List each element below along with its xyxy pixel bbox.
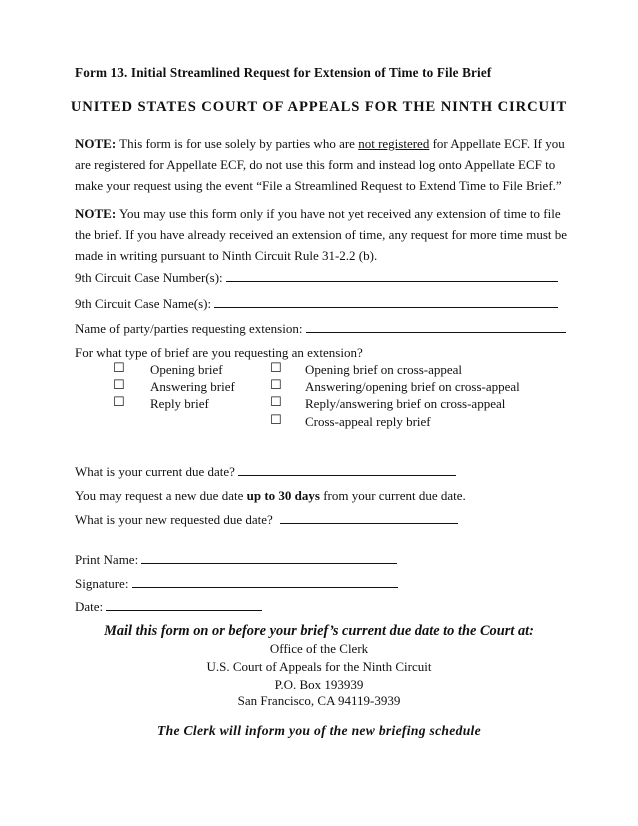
case-name-field bbox=[75, 296, 558, 312]
checkbox-cross-appeal-reply[interactable]: ☐ bbox=[270, 413, 282, 428]
option-opening-brief: Opening brief bbox=[150, 362, 223, 377]
note-label: NOTE: bbox=[75, 136, 117, 151]
due-date-note-text: from your current due date. bbox=[319, 488, 466, 503]
new-due-date-field bbox=[75, 512, 458, 528]
current-due-date-label: What is your current due date? bbox=[75, 464, 235, 479]
note-extension bbox=[75, 203, 575, 266]
new-due-date-label: What is your new requested due date? bbox=[75, 512, 273, 527]
note-label: NOTE: bbox=[75, 206, 117, 221]
checkbox-reply-brief[interactable]: ☐ bbox=[113, 395, 125, 410]
current-due-date-field bbox=[75, 464, 456, 480]
closing-note: The Clerk will inform you of the new briefing schedule bbox=[157, 723, 481, 738]
note-underlined: not registered bbox=[358, 136, 430, 151]
print-name-field bbox=[75, 552, 397, 568]
note-registered bbox=[75, 133, 575, 196]
current-due-date-input[interactable] bbox=[238, 464, 456, 476]
note-text: You may use this form only if you have not yet received any extension of time to file the brief. If you have already received an extension of time, any request for more time must be made in writing pursuant to Ninth Circuit Rule 31-2.2 (b). bbox=[75, 206, 568, 263]
print-name-label: Print Name: bbox=[75, 552, 139, 567]
due-date-note-bold: up to 30 days bbox=[246, 488, 320, 503]
case-name-label: 9th Circuit Case Name(s): bbox=[75, 296, 212, 311]
option-reply-brief: Reply brief bbox=[150, 396, 209, 411]
note-text: This form is for use solely by parties who are bbox=[116, 136, 359, 151]
signature-label: Signature: bbox=[75, 576, 129, 591]
checkbox-opening-cross-appeal[interactable]: ☐ bbox=[270, 361, 282, 376]
option-answering-brief: Answering brief bbox=[150, 379, 235, 394]
court-name: UNITED STATES COURT OF APPEALS FOR THE NINTH CIRCUIT bbox=[70, 99, 568, 115]
date-field bbox=[75, 599, 262, 615]
address-line-1: Office of the Clerk bbox=[269, 641, 369, 656]
address-line-4: San Francisco, CA 94119-3939 bbox=[237, 693, 401, 708]
date-label: Date: bbox=[75, 599, 104, 614]
address-line-2: U.S. Court of Appeals for the Ninth Circuit bbox=[206, 659, 432, 674]
date-input[interactable] bbox=[106, 599, 262, 611]
checkbox-opening-brief[interactable]: ☐ bbox=[113, 361, 125, 376]
case-number-input[interactable] bbox=[226, 270, 558, 282]
address-line-3: P.O. Box 193939 bbox=[274, 677, 364, 692]
signature-field bbox=[75, 576, 398, 592]
signature-input[interactable] bbox=[132, 576, 398, 588]
case-number-label: 9th Circuit Case Number(s): bbox=[75, 270, 223, 285]
due-date-note-text: You may request a new due date bbox=[75, 488, 247, 503]
party-name-field bbox=[75, 321, 566, 337]
form-title: Form 13. Initial Streamlined Request for Extension of Time to File Brief bbox=[75, 65, 492, 80]
option-reply-answering-cross-appeal: Reply/answering brief on cross-appeal bbox=[305, 396, 506, 411]
due-date-note bbox=[75, 488, 466, 504]
option-cross-appeal-reply: Cross-appeal reply brief bbox=[305, 414, 431, 429]
case-name-input[interactable] bbox=[214, 296, 558, 308]
party-name-label: Name of party/parties requesting extension: bbox=[75, 321, 303, 336]
party-name-input[interactable] bbox=[306, 321, 566, 333]
new-due-date-input[interactable] bbox=[280, 512, 458, 524]
mail-instruction: Mail this form on or before your brief’s current due date to the Court at: bbox=[104, 623, 534, 639]
brief-type-question: For what type of brief are you requesting an extension? bbox=[75, 345, 363, 360]
checkbox-reply-answering-cross-appeal[interactable]: ☐ bbox=[270, 395, 282, 410]
note-text: for Appellate ECF. If you are registered for Appellate ECF, do not use this form and instead log onto Appellate ECF to make your request using the event “File a Streamlined Request to Extend Time to File Brief.” bbox=[75, 136, 565, 193]
print-name-input[interactable] bbox=[141, 552, 397, 564]
checkbox-answering-opening-cross-appeal[interactable]: ☐ bbox=[270, 378, 282, 393]
case-number-field bbox=[75, 270, 558, 286]
checkbox-answering-brief[interactable]: ☐ bbox=[113, 378, 125, 393]
option-answering-opening-cross-appeal: Answering/opening brief on cross-appeal bbox=[305, 379, 520, 394]
option-opening-cross-appeal: Opening brief on cross-appeal bbox=[305, 362, 463, 377]
